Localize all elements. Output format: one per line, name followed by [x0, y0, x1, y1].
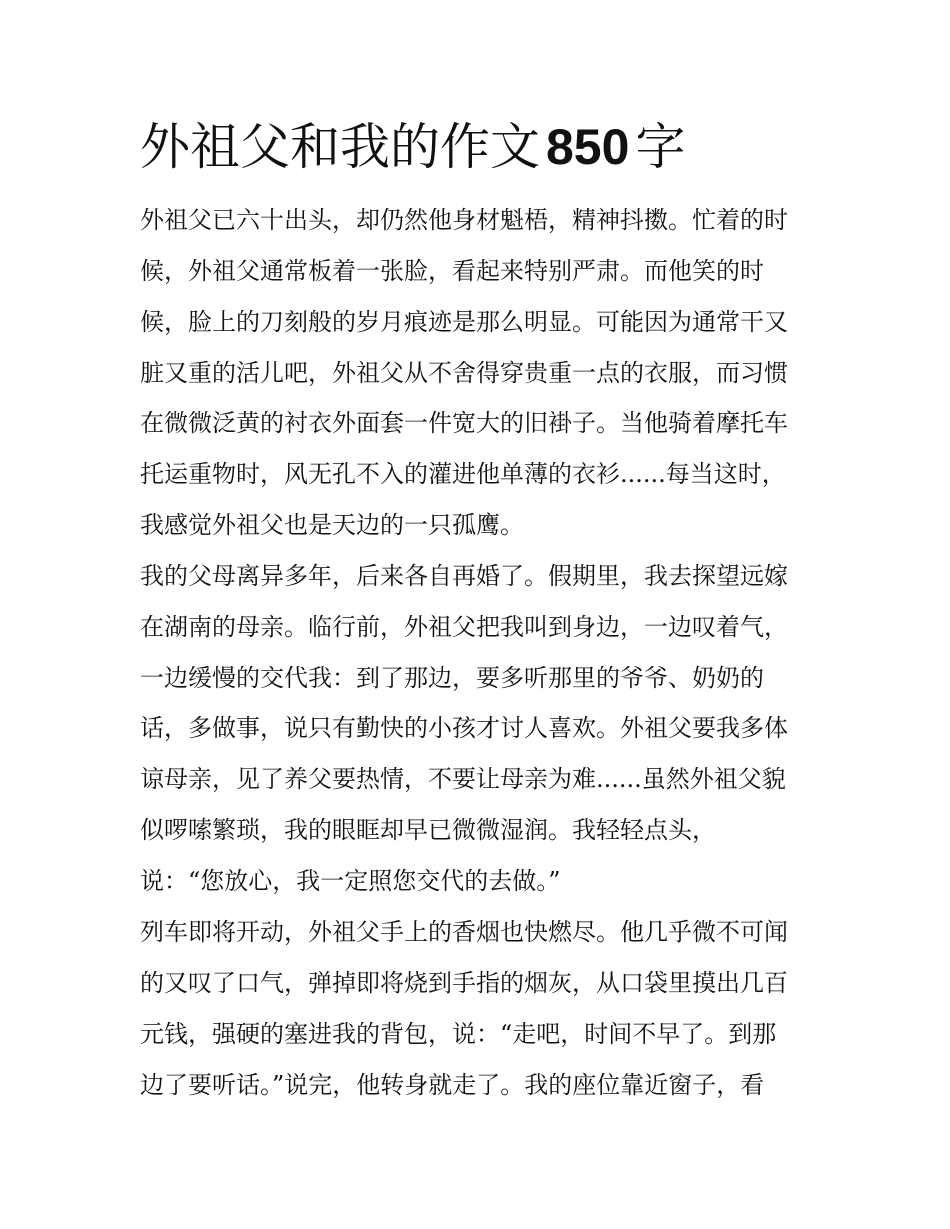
text-line: 在微微泛黄的衬衣外面套一件宽大的旧褂子。当他骑着摩托车	[140, 409, 788, 437]
text-line: 脏又重的活儿吧，外祖父从不舍得穿贵重一点的衣服，而习惯	[140, 359, 788, 387]
text-line: 元钱，强硬的塞进我的背包，说：“走吧，时间不早了。到那	[140, 1020, 777, 1048]
text-line: 候，脸上的刀刻般的岁月痕迹是那么明显。可能因为通常干又	[140, 308, 788, 336]
text-line: 列车即将开动，外祖父手上的香烟也快燃尽。他几乎微不可闻	[140, 918, 788, 946]
text-line: 的又叹了口气，弹掉即将烧到手指的烟灰，从口袋里摸出几百	[140, 969, 788, 997]
title-suffix: 字	[635, 118, 686, 176]
text-line: 在湖南的母亲。临行前，外祖父把我叫到身边，一边叹着气，	[140, 613, 788, 641]
text-line: 我的父母离异多年，后来各自再婚了。假期里，我去探望远嫁	[140, 562, 788, 590]
title-number: 850	[546, 119, 630, 175]
text-line: 谅母亲，见了养父要热情，不要让母亲为难......虽然外祖父貌	[140, 765, 786, 793]
title-text: 外祖父和我的作文	[140, 118, 540, 176]
text-line: 我感觉外祖父也是天边的一只孤鹰。	[140, 511, 524, 539]
text-line: 托运重物时，风无孔不入的灌进他单薄的衣衫......每当这时，	[140, 460, 786, 488]
text-line: 说：“您放心，我一定照您交代的去做。”	[140, 867, 561, 895]
text-line: 一边缓慢的交代我：到了那边，要多听那里的爷爷、奶奶的	[140, 664, 764, 692]
text-line: 候，外祖父通常板着一张脸，看起来特别严肃。而他笑的时	[140, 257, 764, 285]
text-line: 似啰嗦繁琐，我的眼眶却早已微微湿润。我轻轻点头，	[140, 816, 716, 844]
text-line: 边了要听话。”说完，他转身就走了。我的座位靠近窗子，看	[140, 1071, 765, 1099]
page-title	[140, 112, 685, 182]
text-line: 外祖父已六十出头，却仍然他身材魁梧，精神抖擞。忙着的时	[140, 206, 788, 234]
text-line: 话，多做事，说只有勤快的小孩才讨人喜欢。外祖父要我多体	[140, 714, 788, 742]
